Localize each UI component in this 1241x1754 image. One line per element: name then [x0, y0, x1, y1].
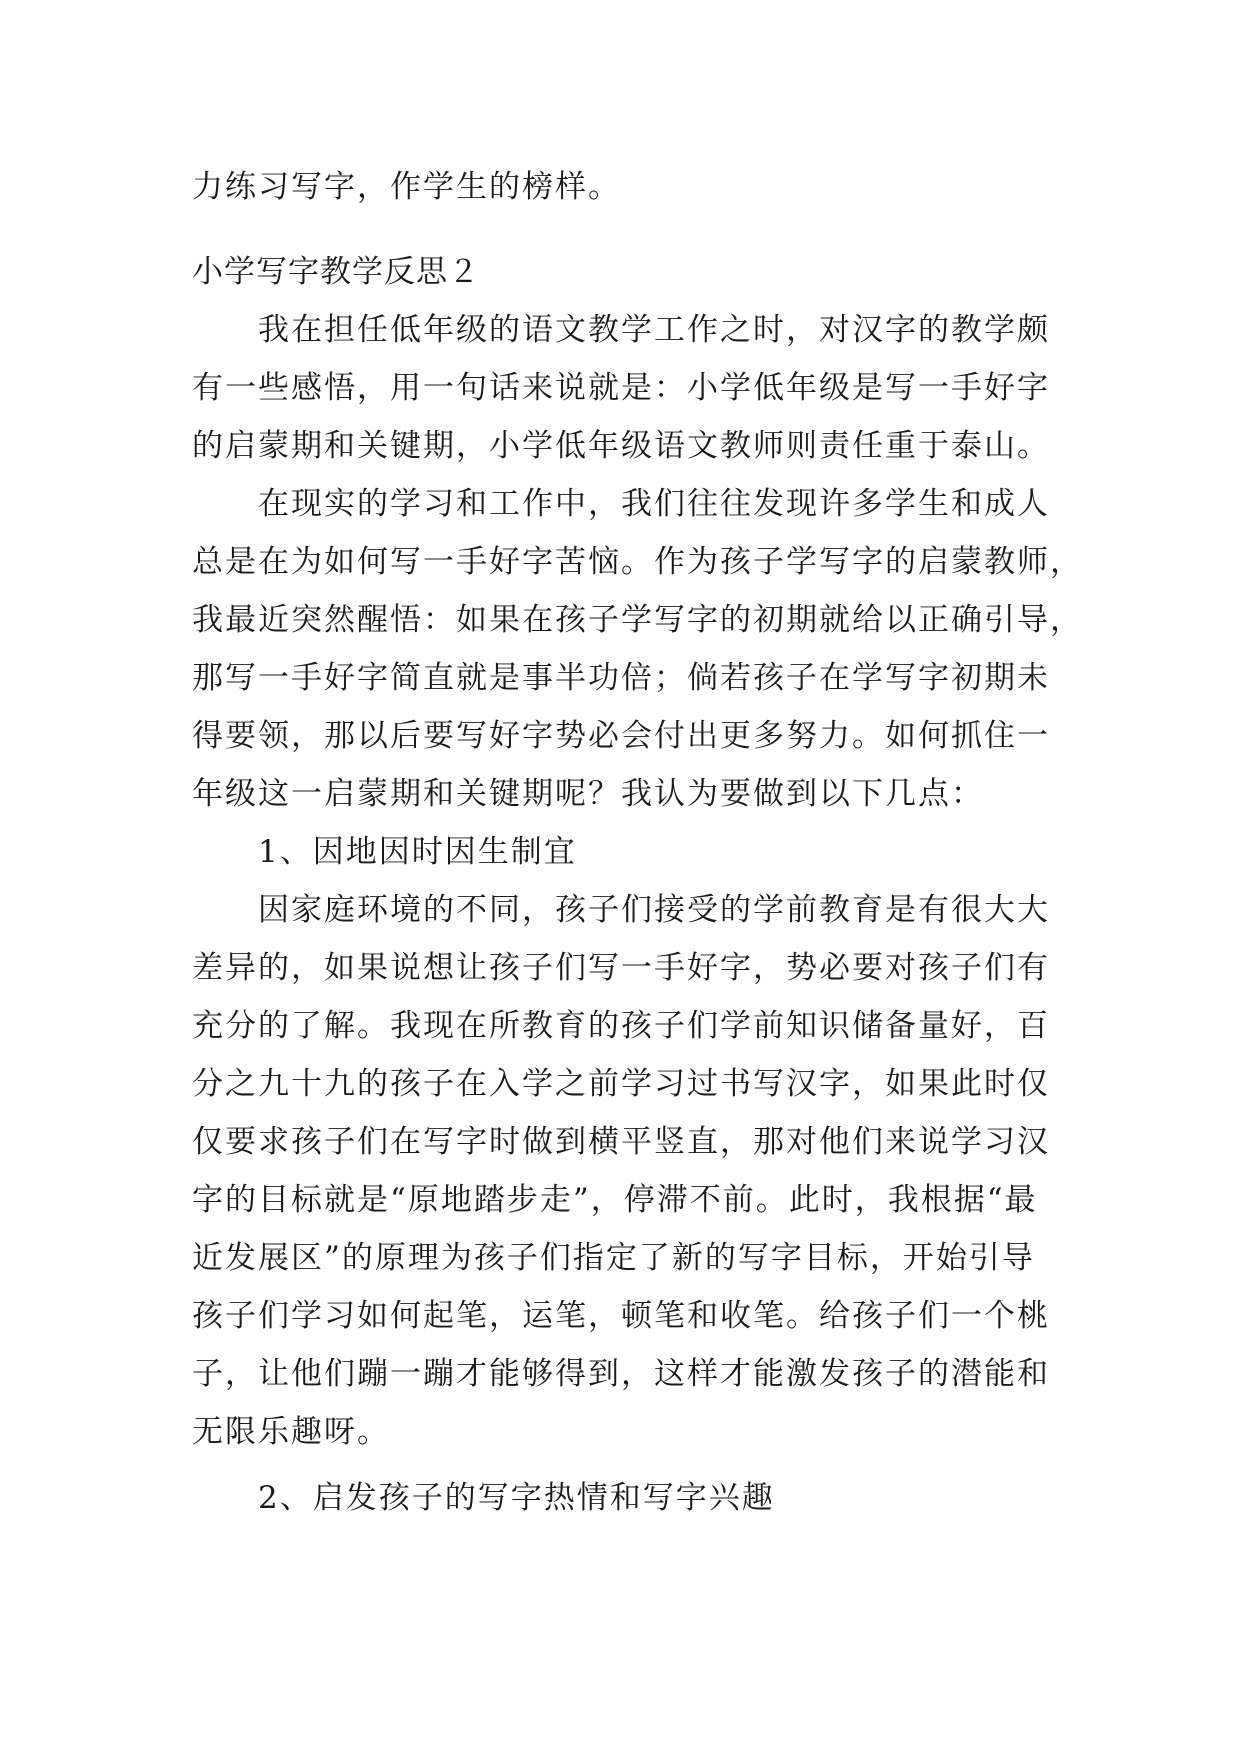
- text-line: 分之九十九的孩子在入学之前学习过书写汉字，如果此时仅: [192, 1066, 1050, 1102]
- text-line: 那写一手好字简直就是事半功倍；倘若孩子在学写字初期未: [192, 660, 1050, 696]
- text-line: 子，让他们蹦一蹦才能够得到，这样才能激发孩子的潜能和: [192, 1356, 1050, 1392]
- text-line: 总是在为如何写一手好字苦恼。作为孩子学写字的启蒙教师，: [192, 544, 1083, 580]
- text-line: 我在担任低年级的语文教学工作之时，对汉字的教学颇: [258, 312, 1050, 348]
- text-line: 力练习写字，作学生的榜样。: [192, 169, 621, 205]
- text-line: 仅要求孩子们在写字时做到横平竖直，那对他们来说学习汉: [192, 1124, 1050, 1160]
- text-line: 我最近突然醒悟：如果在孩子学写字的初期就给以正确引导，: [192, 602, 1083, 638]
- text-line: 无限乐趣呀。: [192, 1414, 390, 1450]
- section-heading: 小学写字教学反思２: [192, 254, 480, 290]
- list-item-heading: 1、因地因时因生制宜: [258, 834, 577, 870]
- text-line: 在现实的学习和工作中，我们往往发现许多学生和成人: [258, 486, 1050, 522]
- text-line: 孩子们学习如何起笔，运笔，顿笔和收笔。给孩子们一个桃: [192, 1298, 1050, 1334]
- list-item-heading: 2、启发孩子的写字热情和写字兴趣: [258, 1480, 775, 1516]
- text-line: 得要领，那以后要写好字势必会付出更多努力。如何抓住一: [192, 718, 1050, 754]
- text-line: 有一些感悟，用一句话来说就是：小学低年级是写一手好字: [192, 370, 1050, 406]
- text-line: 的启蒙期和关键期，小学低年级语文教师则责任重于泰山。: [192, 428, 1050, 464]
- text-line: 年级这一启蒙期和关键期呢？我认为要做到以下几点：: [192, 776, 984, 812]
- text-line: 字的目标就是“原地踏步走”，停滞不前。此时，我根据“最: [192, 1182, 1038, 1218]
- text-line: 因家庭环境的不同，孩子们接受的学前教育是有很大大: [258, 892, 1050, 928]
- text-line: 充分的了解。我现在所教育的孩子们学前知识储备量好，百: [192, 1008, 1050, 1044]
- text-line: 近发展区”的原理为孩子们指定了新的写字目标，开始引导: [192, 1240, 1035, 1276]
- text-line: 差异的，如果说想让孩子们写一手好字，势必要对孩子们有: [192, 950, 1050, 986]
